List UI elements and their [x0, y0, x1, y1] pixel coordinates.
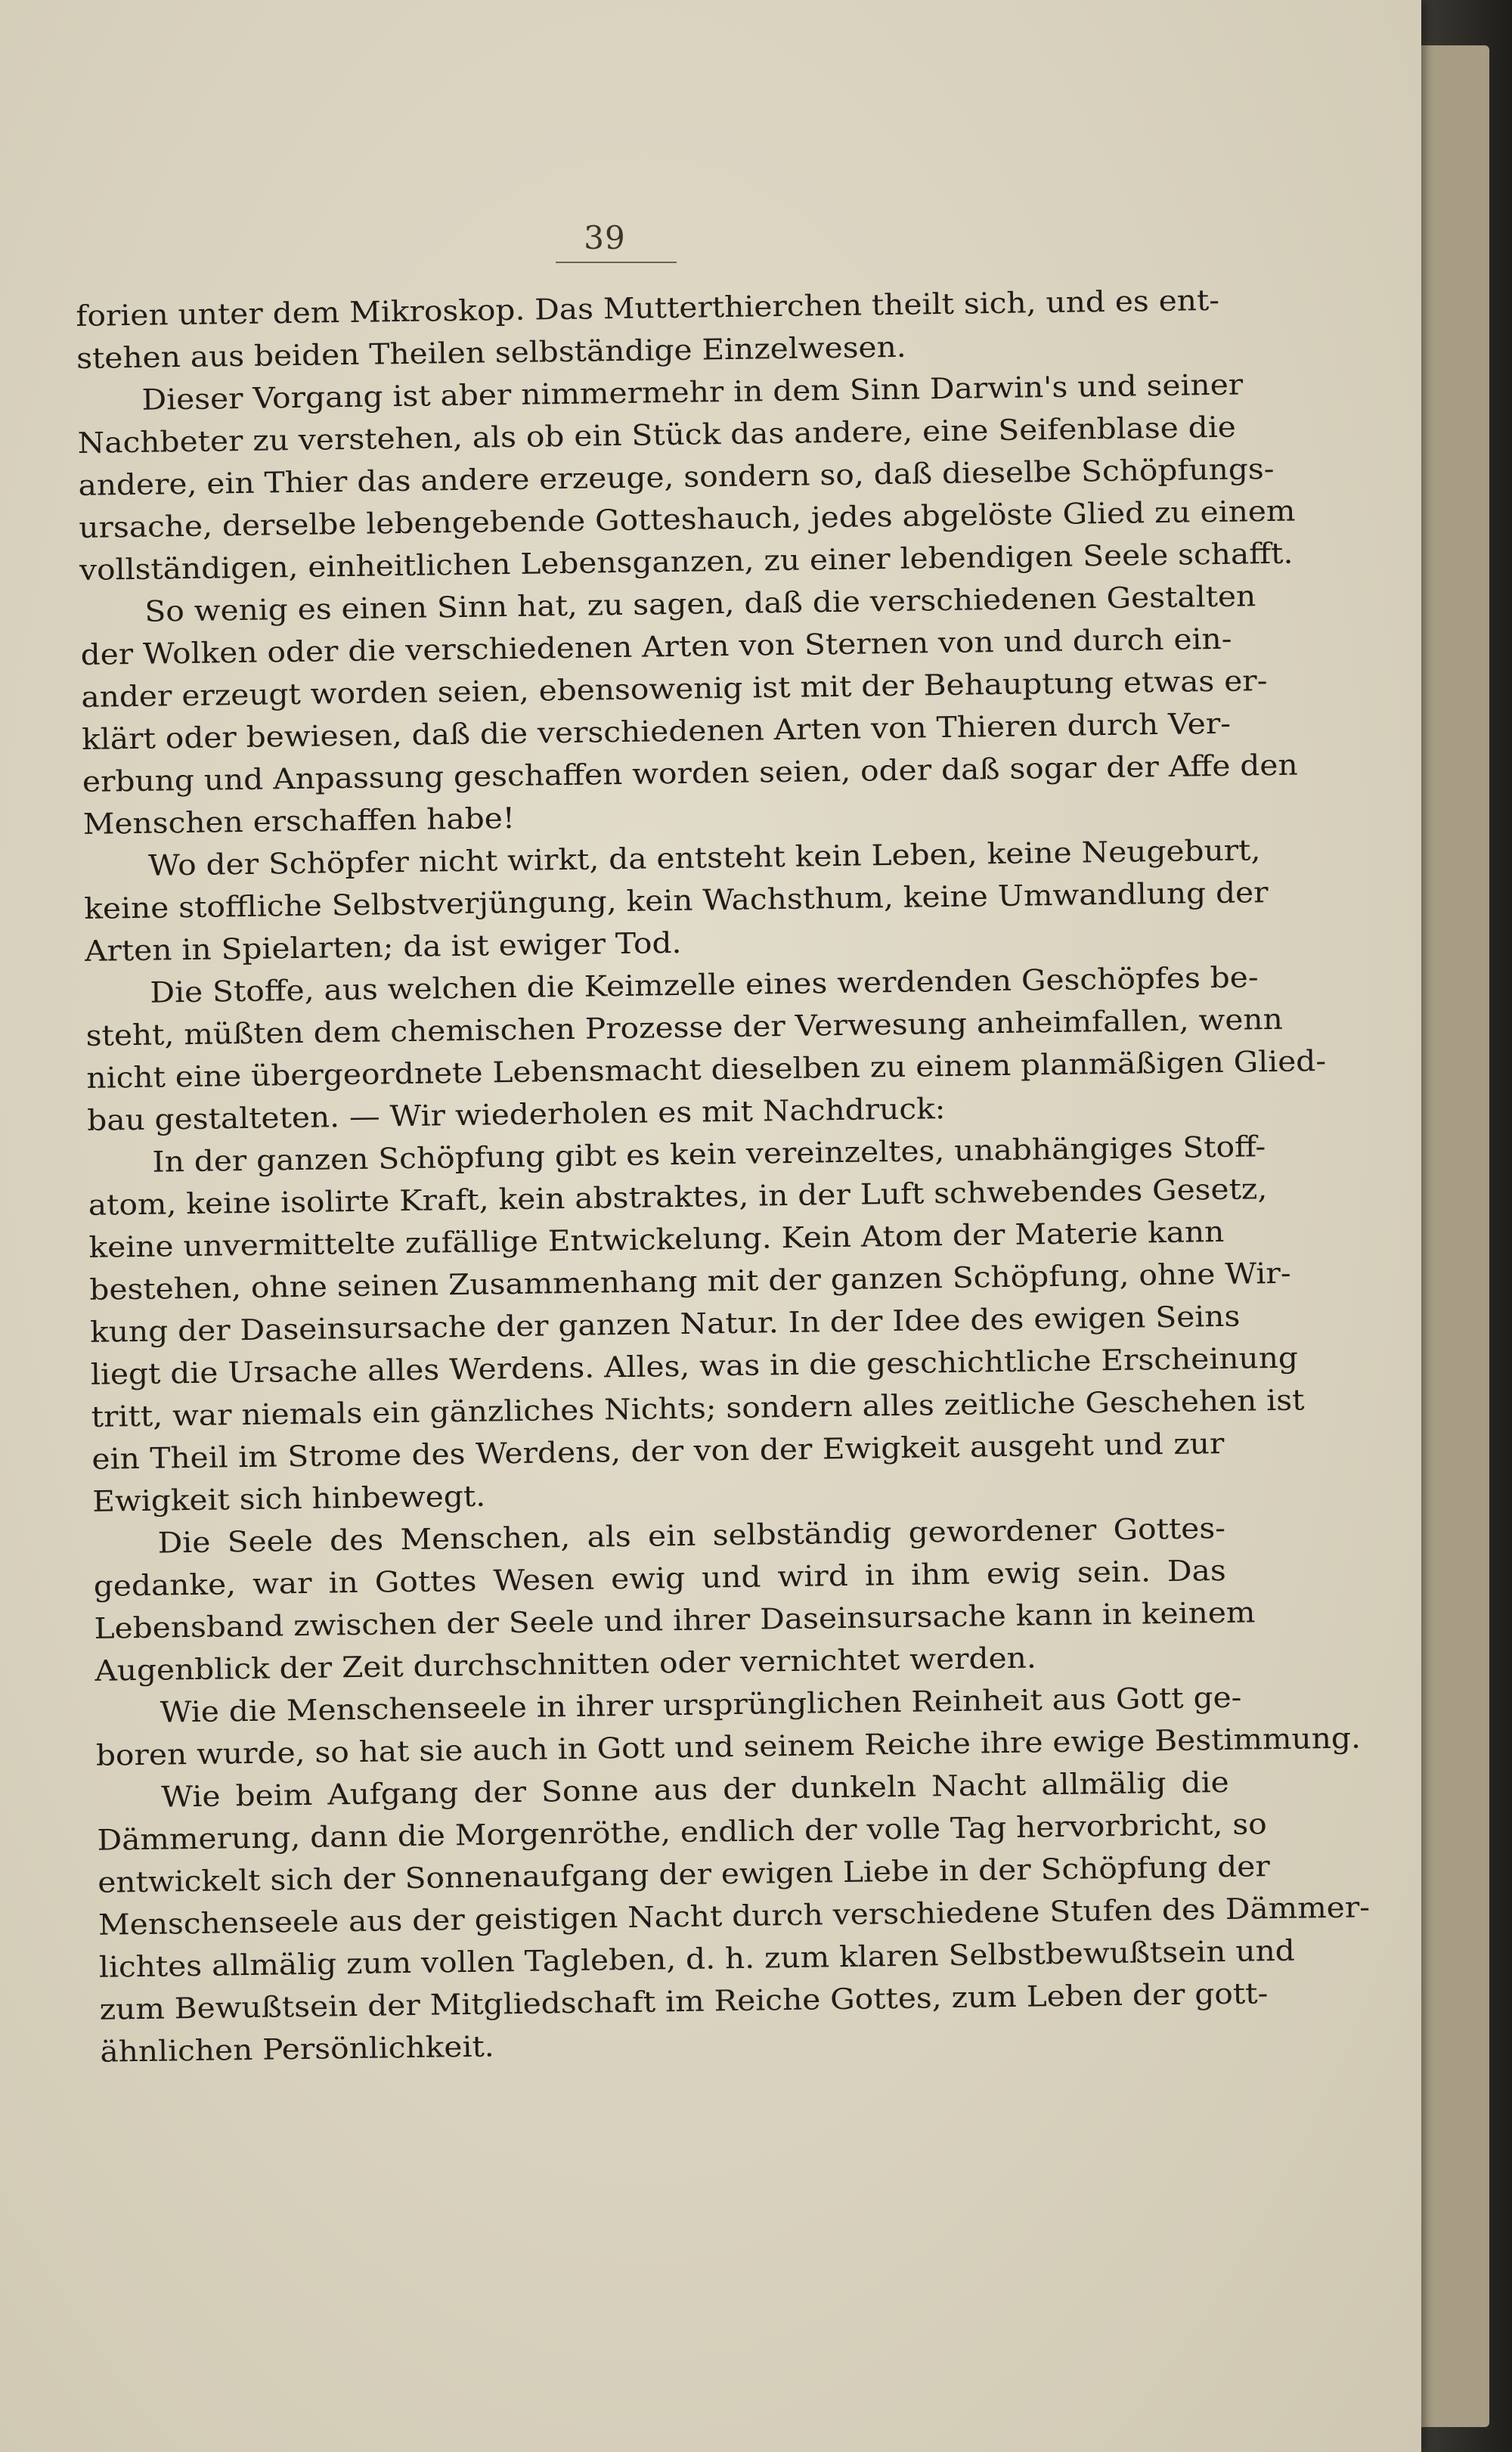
text-line: Ewigkeit sich hinbewegt. — [91, 1479, 486, 1518]
text-line: zum Bewußtsein der Mitgliedschaft im Reiche Gottes, zum Leben der gott- — [99, 1976, 1269, 2026]
text-line: Nachbeter zu verstehen, als ob ein Stück das andere, eine Seifenblase die — [77, 410, 1237, 460]
text-line: entwickelt sich der Sonnenaufgang der ewigen Liebe in der Schöpfung der — [98, 1849, 1271, 1899]
text-line: lichtes allmälig zum vollen Tagleben, d. h. zum klaren Selbstbewußtsein und — [98, 1933, 1296, 1984]
text-line: bau gestalteten. — Wir wiederholen es mit Nachdruck: — [86, 1092, 946, 1137]
text-line: der Wolken oder die verschiedenen Arten von Sternen von und durch ein- — [80, 622, 1232, 671]
text-line: Menschenseele aus der geistigen Nacht durch verschiedene Stufen des Dämmer- — [98, 1890, 1371, 1942]
text-line: tritt, war niemals ein gänzliches Nichts; sondern alles zeitliche Geschehen ist — [91, 1383, 1305, 1434]
page-number: 39 — [584, 219, 626, 256]
text-line: steht, müßten dem chemischen Prozesse der Verwesung anheimfallen, wenn — [85, 1002, 1284, 1052]
text-line: bestehen, ohne seinen Zusammenhang mit der ganzen Schöpfung, ohne Wir- — [89, 1256, 1291, 1307]
text-line: Augenblick der Zeit durchschnitten oder vernichtet werden. — [94, 1641, 1037, 1688]
text-line: ähnlichen Persönlichkeit. — [100, 2029, 494, 2069]
text-line: klärt oder bewiesen, daß die verschiedenen Arten von Thieren durch Ver- — [81, 706, 1232, 756]
text-line: Arten in Spielarten; da ist ewiger Tod. — [84, 925, 682, 968]
text-line: gedanke, war in Gottes Wesen ewig und wird in ihm ewig sein. Das — [93, 1553, 1227, 1603]
text-line: ursache, derselbe lebengebende Gotteshauch, jedes abgelöste Glied zu einem — [78, 494, 1296, 544]
text-line: Wie beim Aufgang der Sonne aus der dunkeln Nacht allmälig die — [161, 1765, 1229, 1814]
text-line: Lebensband zwischen der Seele und ihrer Daseinsursache kann in keinem — [94, 1595, 1256, 1645]
text-line: Wo der Schöpfer nicht wirkt, da entsteht kein Leben, keine Neugeburt, — [147, 833, 1261, 882]
text-line: atom, keine isolirte Kraft, kein abstraktes, in der Luft schwebendes Gesetz, — [88, 1172, 1268, 1222]
text-line: Die Seele des Menschen, als ein selbständig gewordener Gottes- — [157, 1511, 1226, 1560]
text-line: boren wurde, so hat sie auch in Gott und seinem Reiche ihre ewige Bestimmung. — [95, 1721, 1362, 1772]
text-line: Dämmerung, dann die Morgenröthe, endlich der volle Tag hervorbricht, so — [97, 1807, 1267, 1857]
text-line: In der ganzen Schöpfung gibt es kein vereinzeltes, unabhängiges Stoff- — [152, 1130, 1266, 1179]
page-number-rule — [556, 262, 677, 263]
text-line: nicht eine übergeordnete Lebensmacht dieselben zu einem planmäßigen Glied- — [86, 1044, 1327, 1095]
text-line: keine unvermittelte zufällige Entwickelung. Kein Atom der Materie kann — [88, 1214, 1225, 1264]
text-line: keine stoffliche Selbstverjüngung, kein Wachsthum, keine Umwandlung der — [84, 876, 1269, 925]
text-line: stehen aus beiden Theilen selbständige Einzelwesen. — [76, 330, 906, 375]
text-line: erbung und Anpassung geschaffen worden seien, oder daß sogar der Affe den — [82, 748, 1298, 798]
text-line: Wie die Menschenseele in ihrer ursprünglichen Reinheit aus Gott ge- — [160, 1680, 1242, 1729]
text-line: ein Theil im Strome des Werdens, der von der Ewigkeit ausgeht und zur — [91, 1426, 1225, 1476]
text-line: Die Stoffe, aus welchen die Keimzelle eines werdenden Geschöpfes be- — [150, 960, 1259, 1009]
text-line: Menschen erschaffen habe! — [82, 801, 516, 841]
body-text — [76, 279, 1371, 2073]
text-line: ander erzeugt worden seien, ebensowenig ist mit der Behauptung etwas er- — [81, 664, 1268, 714]
text-line: vollständigen, einheitlichen Lebensganzen, zu einer lebendigen Seele schafft. — [79, 536, 1294, 587]
text-line: liegt die Ursache alles Werdens. Alles, was in die geschichtliche Erscheinung — [90, 1341, 1299, 1391]
text-line: kung der Daseinsursache der ganzen Natur. In der Idee des ewigen Seins — [89, 1299, 1241, 1349]
text-line: andere, ein Thier das andere erzeuge, sondern so, daß dieselbe Schöpfungs- — [78, 451, 1275, 502]
text-line: Dieser Vorgang ist aber nimmermehr in dem Sinn Darwin's und seiner — [141, 367, 1244, 417]
text-line: So wenig es einen Sinn hat, zu sagen, daß die verschiedenen Gestalten — [144, 579, 1256, 628]
text-line: forien unter dem Mikroskop. Das Mutterthierchen theilt sich, und es ent- — [76, 283, 1220, 333]
